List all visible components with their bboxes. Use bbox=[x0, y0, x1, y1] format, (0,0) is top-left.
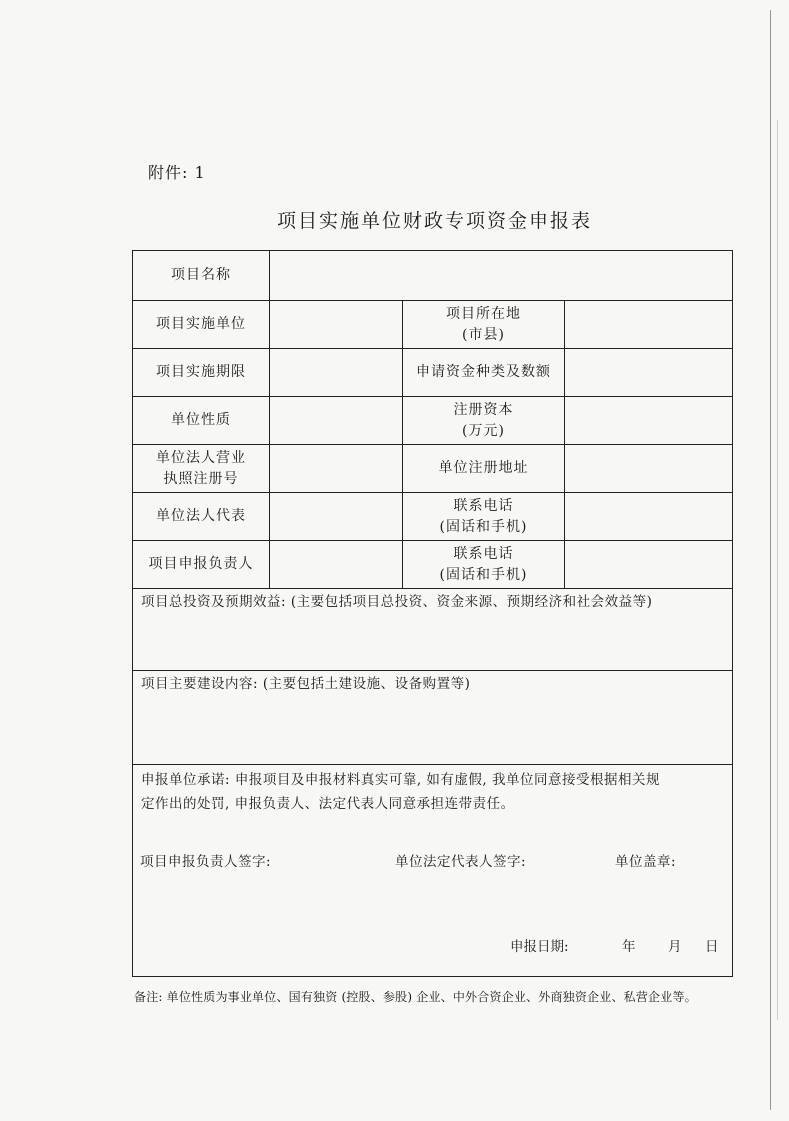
field-registered-capital[interactable] bbox=[565, 397, 733, 445]
label-registered-address: 单位注册地址 bbox=[403, 445, 565, 493]
attachment-label: 附件: 1 bbox=[148, 163, 206, 182]
row-implementation-period bbox=[133, 349, 733, 397]
label-registered-capital-l2: (万元) bbox=[462, 422, 505, 439]
field-legal-rep-phone[interactable] bbox=[565, 493, 733, 541]
label-project-location-l1: 项目所在地 bbox=[446, 306, 521, 323]
label-project-location-l2: (市县) bbox=[462, 326, 505, 343]
field-unit-nature[interactable] bbox=[270, 397, 403, 445]
label-legal-rep-phone bbox=[403, 493, 565, 541]
label-investment-benefit: 项目总投资及预期效益: (主要包括项目总投资、资金来源、预期经济和社会效益等) bbox=[141, 594, 653, 610]
label-contact-phone-l1: 联系电话 bbox=[453, 546, 514, 563]
row-project-contact bbox=[133, 541, 733, 589]
label-project-contact: 项目申报负责人 bbox=[133, 541, 270, 589]
label-implementation-period: 项目实施期限 bbox=[133, 349, 270, 397]
field-registered-address[interactable] bbox=[565, 445, 733, 493]
row-commitment bbox=[133, 765, 733, 977]
row-construction-content bbox=[133, 671, 733, 765]
commitment-block bbox=[133, 765, 733, 977]
field-investment-benefit[interactable] bbox=[133, 589, 733, 671]
commitment-line-1: 申报单位承诺: 申报项目及申报材料真实可靠, 如有虚假, 我单位同意接受根据相关规 bbox=[141, 772, 661, 788]
form-title bbox=[0, 206, 789, 233]
label-legal-rep-phone-l2: (固话和手机) bbox=[439, 518, 528, 535]
field-contact-phone[interactable] bbox=[565, 541, 733, 589]
label-business-license-l2: 执照注册号 bbox=[163, 470, 239, 487]
form-title-text: 项目实施单位财政专项资金申报表 bbox=[276, 210, 592, 232]
scan-edge-line-secondary bbox=[777, 120, 778, 1020]
field-project-location[interactable] bbox=[565, 301, 733, 349]
field-construction-content[interactable] bbox=[133, 671, 733, 765]
label-business-license bbox=[133, 445, 270, 493]
row-business-license bbox=[133, 445, 733, 493]
label-legal-rep-phone-l1: 联系电话 bbox=[453, 498, 514, 515]
label-project-location bbox=[403, 301, 565, 349]
label-contact-phone-l2: (固话和手机) bbox=[439, 566, 528, 583]
label-implementing-unit: 项目实施单位 bbox=[133, 301, 270, 349]
date-month-label: 月 bbox=[668, 939, 682, 955]
row-unit-nature bbox=[133, 397, 733, 445]
row-implementing-unit bbox=[133, 301, 733, 349]
label-construction-content: 项目主要建设内容: (主要包括土建设施、设备购置等) bbox=[141, 676, 471, 692]
field-project-contact[interactable] bbox=[270, 541, 403, 589]
row-legal-representative bbox=[133, 493, 733, 541]
label-project-name: 项目名称 bbox=[133, 251, 270, 301]
remark-note: 备注: 单位性质为事业单位、国有独资 (控股、参股) 企业、中外合资企业、外商独资企业、私营企业等。 bbox=[134, 990, 697, 1004]
date-label: 申报日期: bbox=[510, 939, 569, 955]
row-investment-benefit bbox=[133, 589, 733, 671]
signature-applicant-label: 项目申报负责人签字: bbox=[140, 854, 272, 870]
row-project-name bbox=[133, 251, 733, 301]
date-year-label: 年 bbox=[622, 939, 636, 955]
unit-seal-label: 单位盖章: bbox=[615, 854, 677, 870]
field-project-name[interactable] bbox=[270, 251, 733, 301]
field-implementation-period[interactable] bbox=[270, 349, 403, 397]
field-business-license[interactable] bbox=[270, 445, 403, 493]
field-legal-representative[interactable] bbox=[270, 493, 403, 541]
label-fund-type-amount: 申请资金种类及数额 bbox=[403, 349, 565, 397]
commitment-line-2: 定作出的处罚, 申报负责人、法定代表人同意承担连带责任。 bbox=[141, 795, 515, 812]
signature-legal-rep-label: 单位法定代表人签字: bbox=[395, 854, 527, 870]
label-registered-capital bbox=[403, 397, 565, 445]
label-legal-representative: 单位法人代表 bbox=[133, 493, 270, 541]
field-fund-type-amount[interactable] bbox=[565, 349, 733, 397]
scan-edge-line bbox=[770, 10, 771, 1110]
field-implementing-unit[interactable] bbox=[270, 301, 403, 349]
label-registered-capital-l1: 注册资本 bbox=[453, 402, 514, 419]
label-unit-nature: 单位性质 bbox=[133, 397, 270, 445]
label-contact-phone bbox=[403, 541, 565, 589]
label-business-license-l1: 单位法人营业 bbox=[156, 450, 246, 467]
date-day-label: 日 bbox=[705, 939, 719, 955]
